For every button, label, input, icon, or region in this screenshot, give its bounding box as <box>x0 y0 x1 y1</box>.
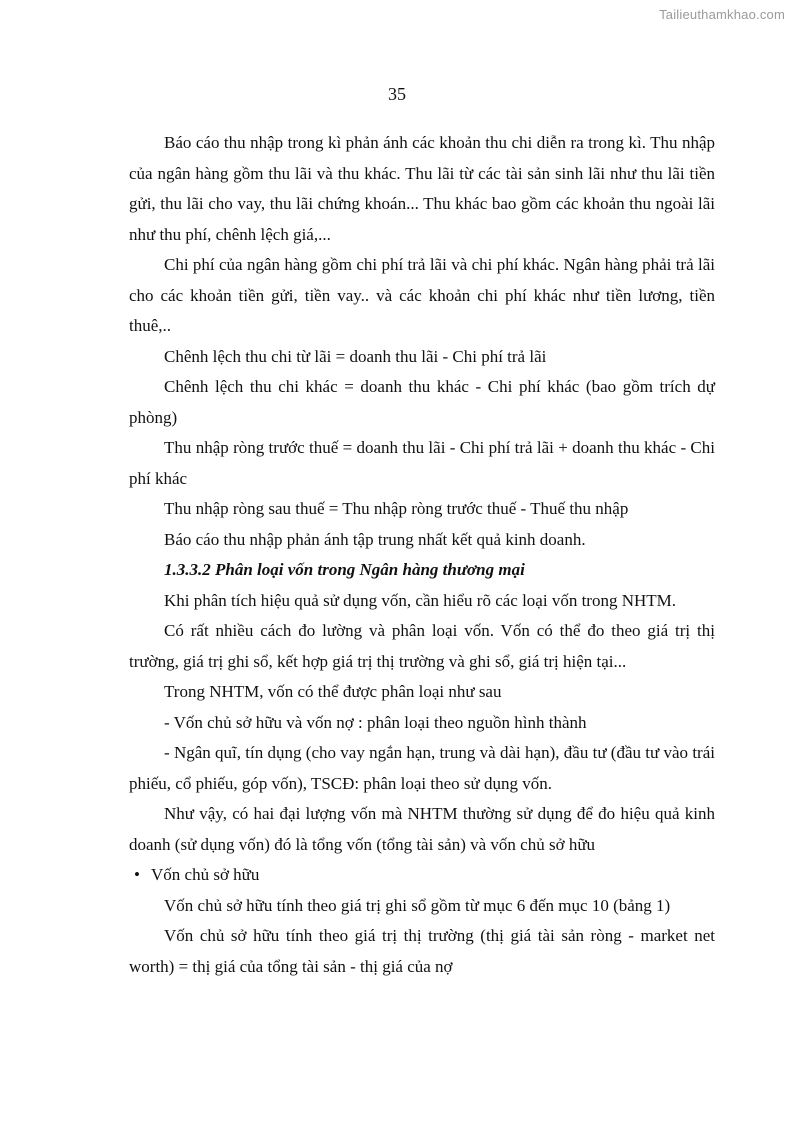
formula-interest-spread: Chênh lệch thu chi từ lãi = doanh thu lãi - Chi phí trả lãi <box>164 346 547 366</box>
list-item-capital-usage: - Ngân quĩ, tín dụng (cho vay ngắn hạn, trung và dài hạn), đầu tư (đầu tư vào trái phiếu, cổ phiếu, góp vốn), TSCĐ: phân loại theo sử dụng vốn. <box>129 743 715 793</box>
bullet-equity <box>129 860 715 891</box>
bullet-equity-label: Vốn chủ sở hữu <box>151 865 260 884</box>
paragraph-capital-measurement: Có rất nhiều cách đo lường và phân loại vốn. Vốn có thể đo theo giá trị thị trường, giá trị ghi sổ, kết hợp giá trị thị trường và ghi sổ, giá trị hiện tại... <box>129 621 715 671</box>
paragraph-capital-analysis: Khi phân tích hiệu quả sử dụng vốn, cần hiểu rõ các loại vốn trong NHTM. <box>164 590 677 610</box>
paragraph-bank-expenses: Chi phí của ngân hàng gồm chi phí trả lãi và chi phí khác. Ngân hàng phải trả lãi cho các khoản tiền gửi, tiền vay.. và các khoản chi phí khác như tiền lương, tiền thuê,.. <box>129 255 715 335</box>
section-heading: 1.3.3.2 Phân loại vốn trong Ngân hàng thương mại <box>164 560 525 579</box>
paragraph-capital-measures: Như vậy, có hai đại lượng vốn mà NHTM thường sử dụng để đo hiệu quả kinh doanh (sử dụng vốn) đó là tổng vốn (tổng tài sản) và vốn chủ sở hữu <box>129 804 715 854</box>
paragraph-income-summary: Báo cáo thu nhập phản ánh tập trung nhất kết quả kinh doanh. <box>164 529 586 549</box>
watermark-text: Tailieuthamkhao.com <box>659 7 785 22</box>
formula-other-spread: Chênh lệch thu chi khác = doanh thu khác - Chi phí khác (bao gồm trích dự phòng) <box>129 377 715 427</box>
bullet-icon: • <box>134 865 140 884</box>
document-body <box>129 128 715 982</box>
formula-net-income-before-tax: Thu nhập ròng trước thuế = doanh thu lãi - Chi phí trả lãi + doanh thu khác - Chi phí khác <box>129 438 715 488</box>
page-number: 35 <box>388 84 406 104</box>
paragraph-income-report: Báo cáo thu nhập trong kì phản ánh các khoản thu chi diễn ra trong kì. Thu nhập của ngân hàng gồm thu lãi và thu khác. Thu lãi từ các tài sản sinh lãi như thu lãi tiền gửi, thu lãi cho vay, thu lãi chứng khoán... Thu khác bao gồm các khoản thu ngoài lãi như thu phí, chênh lệch giá,... <box>129 133 715 244</box>
paragraph-capital-classification: Trong NHTM, vốn có thể được phân loại như sau <box>164 682 502 701</box>
list-item-funding-source: - Vốn chủ sở hữu và vốn nợ : phân loại theo nguồn hình thành <box>164 712 587 732</box>
paragraph-equity-book-value: Vốn chủ sở hữu tính theo giá trị ghi sổ gồm từ mục 6 đến mục 10 (bảng 1) <box>164 895 671 915</box>
paragraph-equity-market-value: Vốn chủ sở hữu tính theo giá trị thị trường (thị giá tài sản ròng - market net worth) = thị giá của tổng tài sản - thị giá của nợ <box>129 926 715 976</box>
formula-net-income-after-tax: Thu nhập ròng sau thuế = Thu nhập ròng trước thuế - Thuế thu nhập <box>164 499 629 518</box>
